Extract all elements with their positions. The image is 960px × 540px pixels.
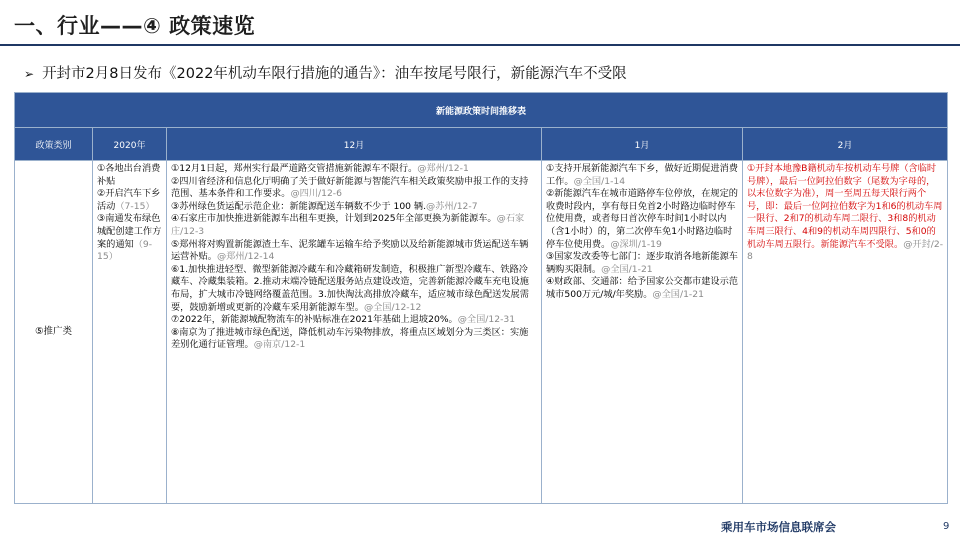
policy-item bbox=[171, 264, 537, 314]
column-header: 2020年 bbox=[93, 128, 167, 161]
policy-text: ⑧南京为了推进城市绿色配送，降低机动车污染物排放，将重点区域划分为三类区：实施差别化通行证管理。 bbox=[171, 326, 529, 351]
policy-item bbox=[171, 201, 537, 214]
policy-source: @郑州/12-14 bbox=[216, 251, 275, 263]
policy-item bbox=[747, 163, 943, 264]
policy-item bbox=[171, 163, 537, 176]
policy-text: ④财政部、交通部：给予国家公交都市建设示范城市500万元/城/年奖励。 bbox=[546, 276, 738, 300]
policy-table bbox=[14, 92, 948, 504]
subtitle-text: 开封市2月8日发布《2022年机动车限行措施的通告》：油车按尾号限行，新能源汽车不受限 bbox=[42, 66, 627, 82]
policy-item bbox=[171, 213, 537, 238]
policy-text: ②四川省经济和信息化厅明确了关于做好新能源与智能汽车相关政策奖励申报工作的支持范围、基本条件和工作要求。 bbox=[171, 175, 529, 200]
policy-source: @南京/12-1 bbox=[253, 339, 306, 351]
cell-february bbox=[743, 161, 948, 504]
policy-text: ⑤郑州将对购置新能源渣土车、泥浆罐车运输车给予奖励以及给新能源城市货运配送车辆运营补贴。 bbox=[171, 238, 529, 263]
policy-text: ①12月1日起，郑州实行最严道路交管措施新能源车不限行。 bbox=[171, 163, 418, 174]
policy-item bbox=[97, 188, 162, 213]
cell-january bbox=[542, 161, 743, 504]
policy-text: ③国家发改委等七部门：逐步取消各地新能源车辆购买限制。 bbox=[546, 251, 738, 275]
page-title: 一、行业——④ 政策速览 bbox=[14, 14, 256, 38]
table-caption: 新能源政策时间推移表 bbox=[15, 93, 948, 128]
policy-item bbox=[171, 239, 537, 264]
policy-text: ⑦2022年，新能源城配物流车的补贴标准在2021年基础上退坡20%。 bbox=[171, 314, 458, 326]
cell-2020 bbox=[93, 161, 167, 504]
policy-text: ②开启汽车下乡活动 bbox=[97, 188, 161, 212]
policy-item bbox=[171, 327, 537, 352]
subtitle bbox=[24, 62, 627, 83]
title-divider bbox=[0, 44, 960, 46]
policy-item bbox=[97, 163, 162, 188]
policy-text: ③南通发布绿色城配创建工作方案的通知 bbox=[97, 213, 162, 250]
column-header: 12月 bbox=[167, 128, 542, 161]
policy-source: @苏州/12-7 bbox=[426, 200, 478, 212]
policy-item bbox=[546, 276, 738, 301]
policy-source: @全国/1-21 bbox=[652, 288, 704, 300]
policy-text: ④石家庄市加快推进新能源车出租车更换，计划到2025年全部更换为新能源车。 bbox=[171, 213, 497, 225]
page-number: 9 bbox=[943, 521, 950, 532]
policy-text: ①开封本地豫B籍机动车按机动车号牌（含临时号牌），最后一位阿拉伯数字（尾数为字母的，以末位数字为准），周一至周五每天限行两个号，即：最后一位阿拉伯数字为1和6的机动车周一限行、2和7的机动车周二限行、3和8的机动车周三限行、4和9的机动车周四限行、5和0的机动车周五限行。新能源汽车不受限。 bbox=[747, 163, 943, 250]
policy-source: （7-15） bbox=[115, 200, 155, 212]
policy-item bbox=[546, 163, 738, 188]
policy-item bbox=[171, 314, 537, 327]
policy-text: ⑥1.加快推进轻型、微型新能源冷藏车和冷藏箱研发制造，积极推广新型冷藏车、铁路冷藏车、冷藏集装箱。2.推动末端冷链配送服务站点建设改造，完善新能源冷藏车充电设施布局，扩大城市冷链网络覆盖范围。3.加快淘汰高排放冷藏车，适应城市绿色配送发展需要，鼓励新增或更新的冷藏车采用新能源车型。 bbox=[171, 263, 529, 313]
column-header: 政策类别 bbox=[15, 128, 93, 161]
footer-org: 乘用车市场信息联席会 bbox=[721, 520, 836, 534]
policy-source: @开封/2-8 bbox=[747, 238, 944, 263]
policy-source: @四川/12-6 bbox=[290, 188, 342, 200]
policy-source: @深圳/1-19 bbox=[610, 238, 662, 250]
column-header: 2月 bbox=[743, 128, 948, 161]
column-header: 1月 bbox=[542, 128, 743, 161]
policy-text: ①支持开展新能源汽车下乡，做好近期促进消费工作。 bbox=[546, 163, 738, 187]
policy-source: @石家庄/12-3 bbox=[171, 213, 525, 237]
policy-source: @全国/12-12 bbox=[363, 301, 422, 313]
policy-source: @全国/1-14 bbox=[573, 175, 626, 187]
policy-item bbox=[97, 213, 162, 263]
policy-source: @郑州/12-1 bbox=[417, 163, 469, 174]
policy-item bbox=[171, 176, 537, 201]
cell-december bbox=[167, 161, 542, 504]
policy-source: @全国/12-31 bbox=[457, 314, 516, 326]
policy-text: ①各地出台消费补贴 bbox=[97, 163, 161, 187]
category-cell: ⑤推广类 bbox=[15, 161, 93, 504]
policy-source: （9-15） bbox=[97, 238, 153, 263]
policy-item bbox=[546, 251, 738, 276]
policy-text: ②新能源汽车在城市道路停车位停放，在规定的收费时段内，享有每日免首2小时路边临时停车位使用费，或者每日首次停车时间1小时以内（含1小时）的，第二次停车免1小时路边临时停车位使用费。 bbox=[546, 188, 738, 250]
arrow-bullet-icon: ➢ bbox=[24, 67, 35, 81]
policy-text: ③苏州绿色货运配示范企业：新能源配送车辆数不少于 100 辆. bbox=[171, 200, 427, 212]
policy-item bbox=[546, 188, 738, 251]
policy-source: @全国/1-21 bbox=[601, 263, 653, 275]
